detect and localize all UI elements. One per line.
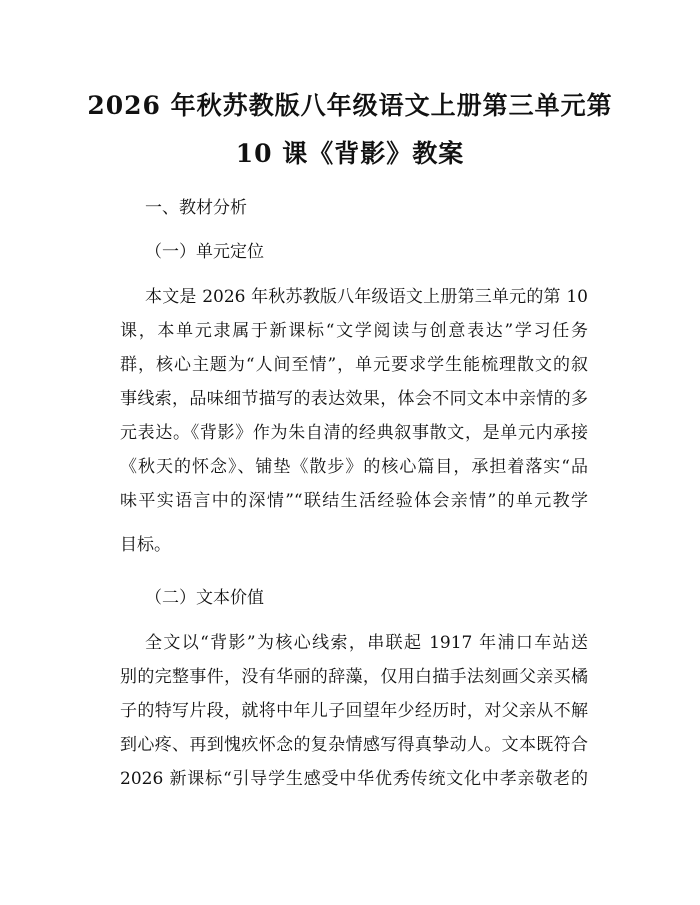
paragraph-line: 课，本单元隶属于新课标“文学阅读与创意表达”学习任务 (120, 321, 588, 341)
subsection-heading-text-value: （二）文本价值 (145, 588, 264, 608)
paragraph-line: 《秋天的怀念》、铺垫《散步》的核心篇目，承担着落实“品 (120, 457, 588, 477)
paragraph-line: 全文以“背影”为核心线索，串联起 1917 年浦口车站送 (145, 633, 588, 653)
paragraph-line: 群，核心主题为“人间至情”，单元要求学生能梳理散文的叙 (120, 355, 588, 375)
section-heading-textbook-analysis: 一、教材分析 (145, 198, 247, 218)
paragraph-line: 别的完整事件，没有华丽的辞藻，仅用白描手法刻画父亲买橘 (120, 667, 588, 687)
paragraph-line: 味平实语言中的深情”“联结生活经验体会亲情”的单元教学 (120, 491, 588, 511)
paragraph-line: 子的特写片段，就将中年儿子回望年少经历时，对父亲从不解 (120, 701, 588, 721)
subsection-heading-unit-position: （一）单元定位 (145, 242, 264, 262)
paragraph-line: 2026 新课标“引导学生感受中华优秀传统文化中孝亲敬老的 (120, 769, 588, 789)
paragraph-line: 到心疼、再到愧疚怀念的复杂情感写得真挚动人。文本既符合 (120, 735, 588, 755)
paragraph-line: 本文是 2026 年秋苏教版八年级语文上册第三单元的第 10 (145, 287, 588, 307)
paragraph-line: 事线索，品味细节描写的表达效果，体会不同文本中亲情的多 (120, 389, 588, 409)
document-title-line-2: 10 课《背影》教案 (235, 139, 465, 168)
paragraph-line: 目标。 (120, 535, 171, 555)
paragraph-line: 元表达。《背影》作为朱自清的经典叙事散文，是单元内承接 (120, 423, 588, 443)
document-title-line-1: 2026 年秋苏教版八年级语文上册第三单元第 (87, 91, 613, 120)
